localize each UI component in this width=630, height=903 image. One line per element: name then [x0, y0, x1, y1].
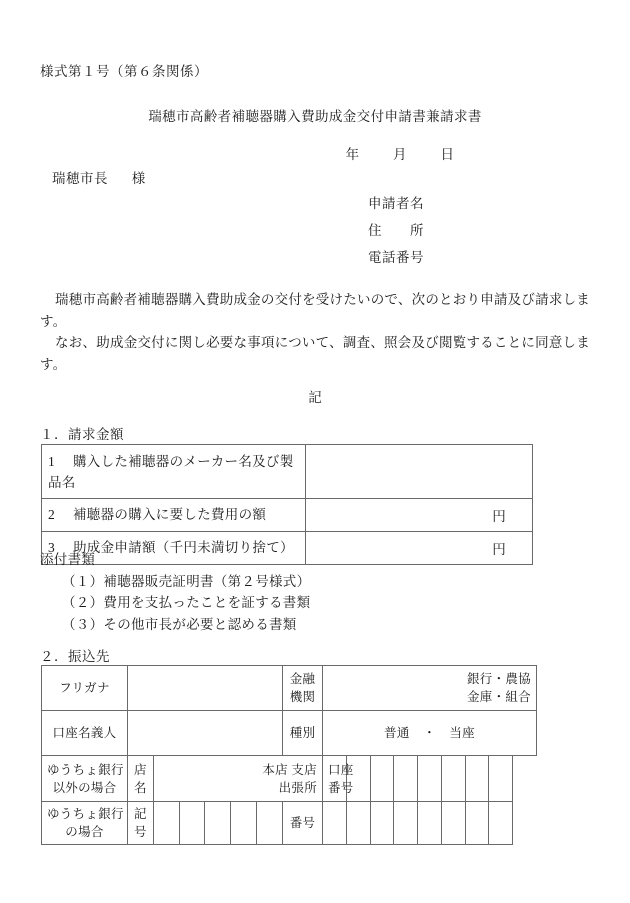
institution-options[interactable]: 銀行・農協 金庫・組合 [323, 666, 537, 711]
table-row [42, 666, 537, 711]
account-type-label: 種別 [283, 711, 323, 756]
account-number-cell[interactable] [465, 756, 489, 802]
applicant-fields [368, 190, 424, 271]
symbol-label: 記号 [128, 802, 154, 845]
addressee-name: 瑞穂市長 [52, 171, 108, 186]
addressee [52, 167, 146, 187]
symbol-cell[interactable] [257, 802, 283, 845]
document-title: 瑞穂市高齢者補聴器購入費助成金交付申請書兼請求書 [148, 109, 482, 124]
body-paragraph-1-text: 瑞穂市高齢者補聴器購入費助成金の交付を受けたいので、次のとおり申請及び請求します。 [40, 292, 590, 329]
table-row [42, 445, 533, 499]
yucho-label: ゆうちょ銀行 の場合 [42, 802, 128, 845]
number-cell[interactable] [394, 802, 418, 845]
request-row-3-value[interactable]: 円 [306, 532, 533, 565]
number-cell[interactable] [441, 802, 465, 845]
list-item: （１）補聴器販売証明書（第２号様式） [62, 573, 311, 589]
request-row-1-text: 購入した補聴器のメーカー名及び製品名 [48, 454, 294, 490]
section-1-label: １．請求金額 [40, 427, 124, 442]
request-row-3-number: 3 [48, 540, 56, 555]
number-cell[interactable] [489, 802, 513, 845]
account-number-cell[interactable] [418, 756, 442, 802]
account-number-cell[interactable] [489, 756, 513, 802]
table-row [42, 499, 533, 532]
attachments-block [40, 549, 310, 635]
account-type-option-futsu[interactable]: 普通 [384, 726, 410, 740]
institution-label: 金融 機関 [283, 666, 323, 711]
request-row-1-value[interactable] [306, 445, 533, 499]
number-label: 番号 [283, 802, 323, 845]
furigana-input[interactable] [128, 666, 283, 711]
symbol-cell[interactable] [179, 802, 205, 845]
request-row-2-number: 2 [48, 507, 56, 522]
date-line [0, 143, 630, 163]
list-item: （２）費用を支払ったことを証する書類 [62, 595, 311, 610]
non-yucho-label: ゆうちょ銀行 以外の場合 [42, 756, 128, 802]
request-row-2-value[interactable]: 円 [306, 499, 533, 532]
applicant-address-label: 住 所 [368, 223, 424, 238]
table-row [42, 756, 537, 802]
number-cell[interactable] [346, 802, 370, 845]
request-row-1-number: 1 [48, 454, 56, 469]
table-row [42, 802, 537, 845]
account-number-label: 口座 番号 [323, 756, 347, 802]
section-2-label: ２．振込先 [40, 649, 110, 664]
applicant-name-label: 申請者名 [368, 196, 424, 211]
request-row-2-text: 補聴器の購入に要した費用の額 [73, 507, 267, 522]
number-cell[interactable] [370, 802, 394, 845]
form-number: 様式第１号（第６条関係） [40, 64, 208, 79]
date-day-label: 日 [440, 147, 455, 162]
symbol-cell[interactable] [153, 802, 179, 845]
request-row-3-text: 助成金申請額（千円未満切り捨て） [73, 540, 294, 555]
date-month-label: 月 [393, 147, 407, 162]
body-paragraph-2 [40, 332, 590, 375]
account-holder-label: 口座名義人 [42, 711, 128, 756]
account-holder-input[interactable] [128, 711, 283, 756]
account-type-option-touza[interactable]: 当座 [449, 726, 475, 740]
addressee-honorific: 様 [131, 171, 146, 186]
body-paragraph-1 [40, 289, 590, 332]
request-amount-table [41, 444, 533, 565]
applicant-phone-label: 電話番号 [368, 250, 424, 265]
number-cell[interactable] [323, 802, 347, 845]
account-number-cell[interactable] [441, 756, 465, 802]
request-row-2-label [42, 499, 306, 532]
ki-mark: 記 [308, 390, 322, 405]
bank-transfer-table [41, 665, 537, 845]
number-cell[interactable] [465, 802, 489, 845]
table-row [42, 711, 537, 756]
branch-name-input[interactable]: 本店 支店 出張所 [153, 756, 322, 802]
branch-name-label: 店名 [128, 756, 154, 802]
symbol-cell[interactable] [231, 802, 257, 845]
attachments-heading: 添付書類 [40, 552, 96, 567]
account-number-cell[interactable] [394, 756, 418, 802]
attachments-list [40, 571, 310, 636]
furigana-label: フリガナ [42, 666, 128, 711]
account-number-cell[interactable] [370, 756, 394, 802]
number-cell[interactable] [418, 802, 442, 845]
date-year-label: 年 [345, 147, 360, 162]
list-item: （３）その他市長が必要と認める書類 [62, 616, 297, 632]
symbol-cell[interactable] [205, 802, 231, 845]
body-paragraph-2-text: なお、助成金交付に関し必要な事項について、調査、照会及び閲覧することに同意します。 [40, 335, 590, 372]
account-type-options[interactable] [323, 711, 537, 756]
account-type-separator: ・ [423, 726, 436, 740]
request-row-1-label [42, 445, 306, 499]
